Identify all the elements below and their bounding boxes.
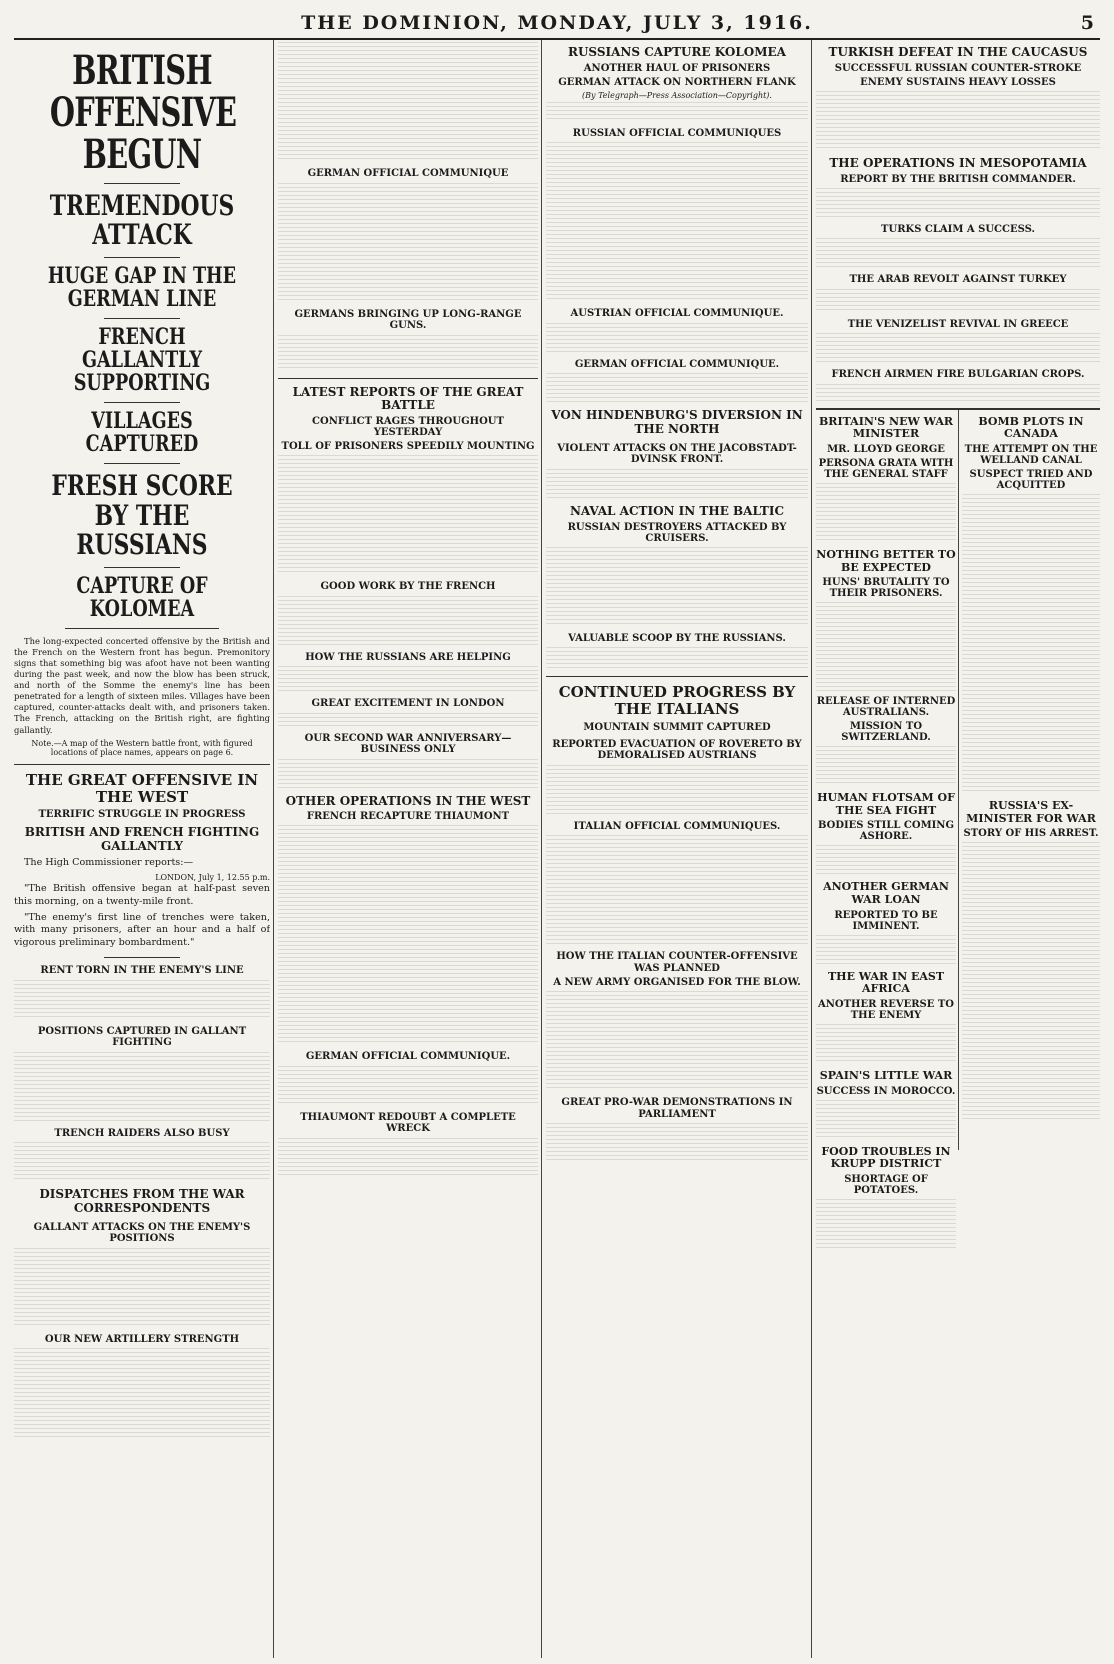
subhead-morocco: SUCCESS IN MOROCCO. [816, 1085, 956, 1097]
section-russian-communiques: RUSSIAN OFFICIAL COMMUNIQUES [572, 127, 782, 139]
subhead-another-reverse: ANOTHER REVERSE TO THE ENEMY [817, 999, 954, 1021]
section-other-operations: OTHER OPERATIONS IN THE WEST [285, 793, 531, 808]
section-latest-reports: LATEST REPORTS OF THE GREAT BATTLE [292, 384, 524, 413]
section-arab-revolt: THE ARAB REVOLT AGAINST TURKEY [849, 274, 1067, 286]
text-block [546, 835, 808, 945]
section-german-communique-3: GERMAN OFFICIAL COMMUNIQUE. [574, 358, 780, 370]
section-good-work-french: GOOD WORK BY THE FRENCH [320, 581, 496, 593]
subhead-potatoes: SHORTAGE OF POTATOES. [844, 1173, 928, 1196]
text-block [962, 494, 1100, 794]
masthead [14, 8, 1100, 40]
section-excitement-london: GREAT EXCITEMENT IN LONDON [311, 698, 505, 710]
section-nothing-better: NOTHING BETTER TO BE EXPECTED [816, 547, 956, 574]
column-rule [811, 40, 812, 1658]
divider [104, 463, 181, 464]
text-block [816, 1024, 956, 1064]
section-italian-counter-offensive: HOW THE ITALIAN COUNTER-OFFENSIVE WAS PLANNED [556, 951, 798, 974]
text-block [278, 42, 538, 162]
section-great-offensive: THE GREAT OFFENSIVE IN THE WEST [25, 770, 259, 806]
section-austrian-communique: AUSTRIAN OFFICIAL COMMUNIQUE. [570, 308, 784, 320]
text-block [278, 335, 538, 371]
text-block [962, 842, 1100, 1122]
subhead-mission-switzerland: MISSION TO SWITZERLAND. [841, 721, 931, 744]
text-block [546, 547, 808, 627]
subhead-new-army: A NEW ARMY ORGANISED FOR THE BLOW. [553, 977, 801, 989]
text-block [816, 333, 1100, 363]
section-naval-baltic: NAVAL ACTION IN THE BALTIC [569, 503, 785, 518]
subhead-huns-brutality: HUNS' BRUTALITY TO THEIR PRISONERS. [822, 577, 950, 600]
section-artillery: OUR NEW ARTILLERY STRENGTH [44, 1333, 240, 1345]
subhead-arrest: STORY OF HIS ARREST. [963, 828, 1099, 840]
map-note: Note.—A map of the Western battle front, with figured locations of place names, appears on page 6. [31, 738, 253, 757]
section-human-flotsam: HUMAN FLOTSAM OF THE SEA FIGHT [817, 791, 955, 817]
subhead-persona-grata: PERSONA GRATA WITH THE GENERAL STAFF [818, 457, 954, 480]
text-block [546, 469, 808, 499]
byline: (By Telegraph—Press Association—Copyright). [582, 90, 772, 100]
text-block [14, 1248, 270, 1328]
page-number: 5 [1080, 12, 1094, 34]
subhead-british-french: BRITISH AND FRENCH FIGHTING GALLANTLY [24, 825, 260, 853]
text-block [278, 455, 538, 575]
subhead-russian-counter-stroke: SUCCESSFUL RUSSIAN COUNTER-STROKE [834, 62, 1082, 74]
section-german-communique-2: GERMAN OFFICIAL COMMUNIQUE. [305, 1051, 511, 1063]
text-block [816, 91, 1100, 151]
text-block [816, 1100, 956, 1140]
subhead-imminent: REPORTED TO BE IMMINENT. [834, 909, 938, 932]
section-pro-war-demonstrations: GREAT PRO-WAR DEMONSTRATIONS IN PARLIAMENT [561, 1097, 793, 1120]
section-hindenburg: VON HINDENBURG'S DIVERSION IN THE NORTH [551, 408, 803, 437]
headline-french-gallantly: FRENCH GALLANTLY SUPPORTING [73, 323, 211, 397]
subhead-lloyd-george: MR. LLOYD GEORGE [827, 443, 945, 455]
quote-first-line: "The enemy's first line of trenches were taken, with many prisoners, after an hour and a half of vigorous preliminary bombardment." [14, 911, 270, 949]
column-1 [14, 40, 270, 1658]
divider [104, 402, 181, 403]
divider [104, 567, 181, 568]
headline-huge-gap: HUGE GAP IN THE GERMAN LINE [47, 262, 237, 312]
masthead-title: THE DOMINION, MONDAY, JULY 3, 1916. [301, 12, 813, 34]
subhead-conflict-rages: CONFLICT RAGES THROUGHOUT YESTERDAY [312, 416, 504, 439]
text-block [278, 183, 538, 303]
text-block [278, 1138, 538, 1178]
subhead-thiaumont: FRENCH RECAPTURE THIAUMONT [306, 811, 510, 823]
section-rent-torn: RENT TORN IN THE ENEMY'S LINE [40, 965, 244, 977]
section-bomb-plots: BOMB PLOTS IN CANADA [978, 414, 1084, 441]
headline-villages-captured: VILLAGES CAPTURED [85, 408, 199, 458]
subhead-jacobstadt: VIOLENT ATTACKS ON THE JACOBSTADT-DVINSK FRONT. [557, 442, 797, 466]
text-block [278, 666, 538, 692]
divider [14, 764, 270, 765]
text-block [14, 1052, 270, 1122]
lower-boxes [816, 408, 1100, 1196]
text-block [816, 935, 956, 965]
section-italians: CONTINUED PROGRESS BY THE ITALIANS [558, 683, 796, 719]
text-block [546, 1123, 808, 1163]
headline-fresh-score: FRESH SCORE BY THE RUSSIANS [51, 469, 233, 562]
section-turkish-defeat: TURKISH DEFEAT IN THE CAUCASUS [828, 45, 1088, 59]
section-french-airmen: FRENCH AIRMEN FIRE BULGARIAN CROPS. [831, 369, 1085, 381]
section-valuable-scoop: VALUABLE SCOOP BY THE RUSSIANS. [568, 632, 786, 644]
text-block [14, 1348, 270, 1438]
section-russians-helping: HOW THE RUSSIANS ARE HELPING [305, 651, 511, 663]
column-4 [816, 40, 1100, 1658]
text-block [816, 602, 956, 692]
subhead-northern-flank: GERMAN ATTACK ON NORTHERN FLANK [558, 76, 796, 88]
column-rule [541, 40, 542, 1658]
text-block [278, 596, 538, 646]
text-block [816, 384, 1100, 402]
subhead-toll-prisoners: TOLL OF PRISONERS SPEEDILY MOUNTING [281, 441, 535, 453]
section-long-range-guns: GERMANS BRINGING UP LONG-RANGE GUNS. [294, 308, 522, 331]
section-german-communique: GERMAN OFFICIAL COMMUNIQUE [307, 168, 509, 179]
section-venizelist: THE VENIZELIST REVIVAL IN GREECE [847, 318, 1069, 330]
text-block [546, 991, 808, 1091]
text-block [816, 845, 956, 875]
divider [104, 957, 181, 958]
text-block [546, 323, 808, 353]
section-trench-raiders: TRENCH RAIDERS ALSO BUSY [54, 1127, 230, 1139]
quote-offensive-began: "The British offensive began at half-past seven this morning, on a twenty-mile front. [14, 882, 270, 907]
headline-tremendous-attack: TREMENDOUS ATTACK [49, 189, 235, 252]
text-block [546, 102, 808, 122]
text-block [816, 238, 1100, 268]
text-block [278, 825, 538, 1045]
divider [546, 676, 808, 677]
text-block [816, 289, 1100, 313]
text-block [278, 1066, 538, 1106]
text-block [278, 713, 538, 727]
main-headline: BRITISH OFFENSIVE BEGUN [49, 47, 237, 178]
subhead-terrific-struggle: TERRIFIC STRUGGLE IN PROGRESS [38, 809, 246, 821]
divider [104, 183, 181, 184]
columns [14, 40, 1100, 1658]
text-block [816, 483, 956, 543]
subhead-acquitted: SUSPECT TRIED AND ACQUITTED [969, 468, 1093, 491]
section-spains-war: SPAIN'S LITTLE WAR [819, 1069, 953, 1082]
section-east-africa: THE WAR IN EAST AFRICA [827, 969, 945, 996]
text-block [816, 1199, 956, 1249]
subhead-gallant-attacks: GALLANT ATTACKS ON THE ENEMY'S POSITIONS [33, 1221, 251, 1245]
subhead-welland-canal: THE ATTEMPT ON THE WELLAND CANAL [964, 443, 1098, 466]
section-krupp-food: FOOD TROUBLES IN KRUPP DISTRICT [821, 1144, 951, 1171]
subhead-heavy-losses: ENEMY SUSTAINS HEAVY LOSSES [860, 76, 1056, 88]
subhead-another-haul: ANOTHER HAUL OF PRISONERS [583, 62, 771, 74]
text-block [14, 1142, 270, 1182]
section-war-minister: BRITAIN'S NEW WAR MINISTER [819, 414, 953, 441]
text-block [546, 647, 808, 669]
section-interned-australians: RELEASE OF INTERNED AUSTRALIANS. [816, 696, 956, 719]
section-thiaumont-wreck: THIAUMONT REDOUBT A COMPLETE WRECK [300, 1111, 516, 1135]
headline-kolomea: CAPTURE OF KOLOMEA [76, 572, 208, 622]
section-turks-claim: TURKS CLAIM A SUCCESS. [881, 223, 1035, 235]
subhead-british-commander: REPORT BY THE BRITISH COMMANDER. [840, 173, 1076, 185]
section-ex-minister: RUSSIA'S EX-MINISTER FOR WAR [966, 798, 1096, 825]
section-italian-communiques: ITALIAN OFFICIAL COMMUNIQUES. [573, 820, 781, 832]
intro-paragraph: The long-expected concerted offensive by the British and the French on the Western front has begun. Premonitory signs that something big was afoot have not been wanting during the past week, and now the blow has been struck, and north of the Somme the enemy's line has been penetrated for a length of sixteen miles. Villages have been captured, counter-attacks dealt with, and prisoners taken. The French, attacking on the British right, are fighting gallantly. [14, 635, 270, 735]
section-mesopotamia: THE OPERATIONS IN MESOPOTAMIA [829, 155, 1087, 170]
subhead-destroyers: RUSSIAN DESTROYERS ATTACKED BY CRUISERS. [567, 521, 787, 544]
section-positions-captured: POSITIONS CAPTURED IN GALLANT FIGHTING [37, 1025, 247, 1049]
subhead-mountain-summit: MOUNTAIN SUMMIT CAPTURED [583, 721, 771, 733]
text-block [546, 373, 808, 403]
right-subcolumn [962, 410, 1100, 1127]
column-rule [958, 410, 959, 1150]
section-russians-kolomea: RUSSIANS CAPTURE KOLOMEA [567, 45, 786, 59]
divider [278, 378, 538, 379]
divider [104, 318, 181, 319]
subhead-rovereto: REPORTED EVACUATION OF ROVERETO BY DEMORALISED AUSTRIANS [552, 738, 802, 762]
divider [65, 628, 219, 629]
text-block [816, 188, 1100, 218]
section-dispatches: DISPATCHES FROM THE WAR CORRESPONDENTS [39, 1187, 245, 1216]
text-block [816, 746, 956, 786]
divider [104, 257, 181, 258]
section-war-anniversary: OUR SECOND WAR ANNIVERSARY—BUSINESS ONLY [304, 732, 512, 756]
subhead-bodies-ashore: BODIES STILL COMING ASHORE. [817, 820, 954, 843]
text-block [14, 980, 270, 1020]
text-block [546, 142, 808, 302]
section-war-loan: ANOTHER GERMAN WAR LOAN [823, 880, 949, 907]
left-subcolumn [816, 410, 956, 1253]
column-rule [273, 40, 274, 1658]
text-block [546, 765, 808, 815]
high-commissioner-line: The High Commissioner reports:— [24, 856, 194, 868]
column-3 [546, 40, 808, 1658]
column-2 [278, 40, 538, 1658]
text-block [278, 759, 538, 789]
dateline: LONDON, July 1, 12.55 p.m. [155, 872, 270, 882]
